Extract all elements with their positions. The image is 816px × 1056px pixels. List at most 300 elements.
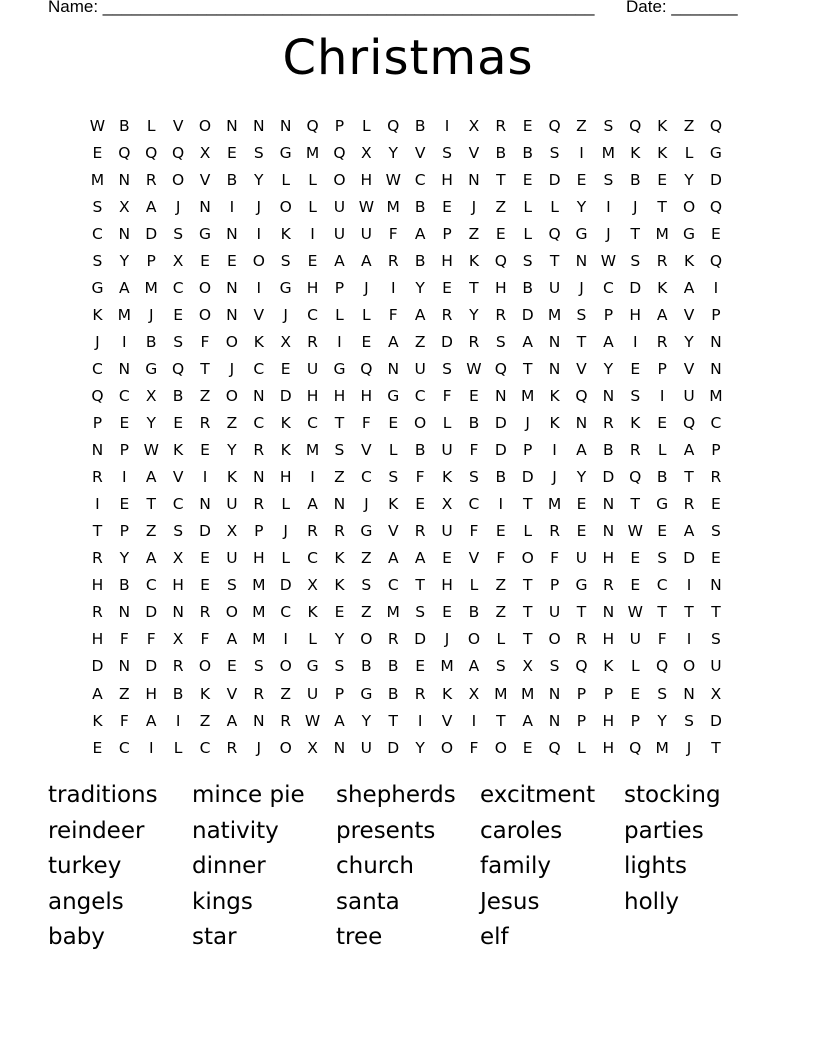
word-list-item: star [192,924,237,951]
grid-letter: N [602,495,615,514]
grid-letter: E [495,224,506,243]
grid-letter: T [146,495,156,514]
grid-letter: C [307,549,318,568]
grid-letter: F [200,332,210,351]
word-list-item: santa [336,888,400,915]
grid-letter: P [576,711,587,730]
grid-letter: F [469,441,479,460]
grid-letter: V [226,684,238,703]
grid-letter: H [91,630,104,649]
grid-letter: G [306,657,319,676]
grid-letter: H [441,251,453,270]
grid-letter: P [334,116,345,135]
grid-letter: A [145,197,157,216]
grid-letter: E [630,359,641,378]
word-list [48,778,768,956]
grid-letter: Z [495,197,507,216]
grid-letter: R [656,332,668,351]
grid-letter: E [657,170,668,189]
grid-letter: Z [361,603,372,622]
grid-letter: Y [576,197,587,216]
grid-letter: A [119,278,130,297]
grid-letter: E [227,251,237,270]
grid-letter: T [469,278,479,297]
grid-letter: E [495,522,506,541]
grid-letter: N [118,170,131,189]
grid-letter: V [683,359,695,378]
grid-letter: Z [361,549,372,568]
grid-letter: G [279,278,292,297]
name-field-label: Name: ____________________________________________________ [48,0,595,16]
grid-letter: K [630,143,641,162]
grid-letter: A [387,332,399,351]
grid-letter: I [148,738,154,757]
grid-letter: J [95,332,100,351]
grid-letter: E [200,549,210,568]
grid-letter: W [627,603,643,622]
grid-letter: D [602,468,615,487]
grid-letter: J [606,224,611,243]
grid-letter: A [307,495,318,514]
grid-letter: G [360,522,373,541]
grid-letter: E [442,603,452,622]
grid-letter: L [577,738,586,757]
word-list-item: traditions [48,782,158,808]
word-list-item: family [480,853,551,880]
grid-letter: Y [415,278,425,297]
grid-letter: E [711,224,721,243]
grid-letter: P [146,251,156,270]
grid-letter: K [549,386,560,405]
grid-letter: B [414,441,426,460]
grid-letter: N [118,224,131,243]
grid-letter: Y [334,630,345,649]
grid-letter: U [360,738,373,757]
grid-letter: X [172,251,184,270]
grid-letter: S [630,251,641,270]
grid-letter: O [279,657,292,676]
grid-letter: N [333,495,346,514]
grid-letter: D [709,170,722,189]
word-list-item: holly [624,888,680,915]
grid-letter: M [655,224,669,243]
grid-letter: A [683,522,695,541]
grid-letter: I [390,278,396,297]
grid-letter: Z [495,603,507,622]
word-list-item: elf [480,924,509,951]
grid-letter: E [119,414,130,433]
grid-letter: Q [494,359,507,378]
grid-letter: J [552,468,557,487]
grid-letter: S [468,468,479,487]
grid-letter: L [308,197,317,216]
grid-letter: S [388,468,399,487]
grid-letter: P [657,359,667,378]
grid-letter: P [254,522,264,541]
grid-letter: I [256,224,262,243]
grid-letter: Y [657,711,667,730]
grid-letter: T [711,603,721,622]
grid-letter: N [548,684,561,703]
grid-letter: Q [548,738,561,757]
grid-letter: O [225,386,238,405]
grid-letter: R [549,522,560,541]
grid-letter: N [118,657,131,676]
grid-letter: R [199,414,211,433]
grid-letter: Z [119,684,130,703]
grid-letter: J [175,197,181,216]
grid-letter: L [523,197,533,216]
grid-letter: U [306,359,319,378]
grid-letter: J [229,359,235,378]
grid-letter: R [495,116,507,135]
grid-letter: F [388,224,398,243]
grid-letter: V [683,305,695,324]
grid-letter: E [200,576,210,595]
grid-letter: X [172,549,184,568]
grid-letter: C [199,738,211,757]
grid-letter: B [495,143,507,162]
grid-letter: M [90,170,105,189]
grid-letter: S [253,657,264,676]
grid-letter: G [709,143,722,162]
grid-letter: L [388,441,398,460]
grid-letter: N [226,305,238,324]
grid-letter: E [173,414,184,433]
grid-letter: Q [709,197,723,216]
grid-letter: J [686,738,692,757]
grid-letter: L [523,224,533,243]
grid-letter: N [226,116,238,135]
grid-letter: H [306,278,319,297]
grid-letter: Q [333,143,346,162]
grid-letter: K [199,684,211,703]
grid-letter: G [145,359,158,378]
grid-letter: E [469,386,479,405]
grid-letter: X [441,495,453,514]
grid-letter: O [279,197,292,216]
grid-letter: W [385,170,401,189]
grid-letter: A [334,711,345,730]
grid-letter: A [468,657,480,676]
grid-letter: M [547,305,562,324]
word-list-item: turkey [48,853,122,880]
grid-letter: S [603,170,614,189]
grid-letter: U [548,278,561,297]
grid-letter: D [494,414,507,433]
grid-letter: V [172,116,184,135]
grid-letter: U [441,522,453,541]
grid-letter: O [172,170,185,189]
grid-letter: J [283,522,288,541]
word-list-item: lights [624,853,687,880]
grid-letter: N [602,522,615,541]
grid-letter: F [388,305,398,324]
grid-letter: N [602,603,615,622]
grid-letter: O [548,630,561,649]
grid-letter: B [414,116,426,135]
grid-letter: L [496,630,506,649]
grid-letter: R [92,468,103,487]
grid-letter: N [252,711,265,730]
grid-letter: N [495,386,507,405]
grid-letter: B [226,170,238,189]
grid-letter: B [629,170,641,189]
grid-letter: N [226,224,238,243]
grid-letter: N [252,386,265,405]
grid-letter: O [279,738,292,757]
grid-letter: H [602,630,615,649]
grid-letter: X [307,738,318,757]
grid-letter: E [388,414,399,433]
grid-letter: U [710,657,722,676]
grid-letter: E [280,359,291,378]
grid-letter: H [441,576,453,595]
grid-letter: M [386,197,400,216]
grid-letter: R [253,495,265,514]
grid-letter: R [145,170,157,189]
grid-letter: I [310,468,315,487]
grid-letter: K [683,251,695,270]
grid-letter: P [576,684,587,703]
grid-letter: Z [334,468,345,487]
grid-letter: B [603,441,614,460]
grid-letter: O [414,414,427,433]
grid-letter: X [199,143,211,162]
grid-letter: T [522,359,533,378]
grid-letter: I [471,711,477,730]
grid-letter: K [657,278,668,297]
grid-letter: X [468,116,480,135]
grid-letter: V [468,143,480,162]
grid-letter: W [304,711,321,730]
grid-letter: V [199,170,211,189]
grid-letter: E [119,495,130,514]
grid-letter: N [710,332,722,351]
grid-letter: M [440,657,454,676]
grid-letter: E [92,738,103,757]
grid-letter: C [602,278,614,297]
grid-letter: R [629,441,641,460]
grid-letter: V [361,441,372,460]
grid-letter: Y [146,414,156,433]
grid-letter: E [173,305,184,324]
grid-letter: E [227,143,237,162]
grid-letter: P [92,414,103,433]
grid-letter: O [225,332,238,351]
grid-letter: S [173,332,184,351]
grid-letter: N [710,359,722,378]
grid-letter: R [387,630,399,649]
grid-letter: U [548,603,561,622]
grid-letter: Q [656,657,669,676]
grid-letter: E [522,170,533,189]
grid-letter: R [387,251,399,270]
grid-letter: Q [172,143,185,162]
grid-letter: I [498,495,504,514]
word-list-item: excitment [480,782,596,808]
grid-letter: Z [199,386,211,405]
grid-letter: W [627,522,643,541]
grid-letter: C [468,495,480,514]
grid-letter: K [173,441,184,460]
grid-letter: E [657,414,668,433]
grid-letter: E [92,143,103,162]
grid-letter: G [333,359,346,378]
grid-letter: N [118,603,131,622]
grid-letter: Q [629,116,642,135]
grid-letter: F [119,630,129,649]
word-list-item: tree [336,924,383,951]
grid-letter: O [198,278,212,297]
grid-letter: I [283,630,288,649]
grid-letter: N [199,197,211,216]
grid-letter: N [199,495,211,514]
grid-letter: S [253,143,264,162]
grid-letter: E [415,495,426,514]
grid-letter: K [92,305,103,324]
grid-letter: L [281,495,290,514]
grid-letter: L [362,305,371,324]
grid-letter: U [575,549,588,568]
grid-letter: V [468,549,480,568]
grid-letter: P [119,522,130,541]
grid-letter: Z [199,711,211,730]
grid-letter: R [468,332,480,351]
grid-letter: Q [306,116,319,135]
grid-letter: L [550,197,559,216]
grid-letter: J [525,414,530,433]
grid-letter: D [145,603,158,622]
grid-letter: O [198,305,212,324]
grid-letter: Z [145,522,157,541]
grid-letter: Q [118,143,131,162]
grid-letter: K [92,711,103,730]
grid-letter: Y [415,738,425,757]
grid-letter: J [471,197,477,216]
grid-letter: X [145,386,157,405]
grid-letter: A [414,224,426,243]
grid-letter: O [682,197,696,216]
grid-letter: I [256,278,262,297]
grid-letter: E [200,441,210,460]
grid-letter: H [91,576,104,595]
grid-letter: S [92,251,103,270]
grid-letter: K [280,224,291,243]
grid-letter: P [630,711,640,730]
grid-letter: H [360,170,373,189]
grid-letter: M [494,684,508,703]
grid-letter: S [361,576,372,595]
grid-letter: P [523,441,533,460]
grid-letter: D [521,305,534,324]
grid-letter: U [306,684,319,703]
grid-letter: M [655,738,669,757]
grid-letter: S [684,711,694,730]
grid-letter: C [92,224,103,243]
grid-letter: C [307,414,318,433]
grid-letter: F [496,549,506,568]
grid-letter: G [683,224,696,243]
grid-letter: H [602,711,615,730]
grid-letter: Q [145,143,158,162]
grid-letter: B [656,468,668,487]
grid-letter: R [656,251,668,270]
grid-letter: P [334,278,345,297]
word-list-item: caroles [480,817,563,844]
grid-letter: J [364,495,369,514]
grid-letter: M [117,305,132,324]
grid-letter: Y [119,549,130,568]
grid-letter: S [334,441,345,460]
grid-letter: Q [548,116,561,135]
grid-letter: S [495,332,506,351]
grid-letter: N [575,414,588,433]
grid-letter: S [173,224,184,243]
grid-letter: Y [119,251,130,270]
grid-letter: L [335,305,344,324]
grid-letter: Q [709,251,723,270]
grid-letter: V [441,711,453,730]
grid-letter: I [444,116,450,135]
grid-letter: E [442,549,452,568]
grid-letter: A [145,549,157,568]
grid-letter: N [548,711,561,730]
word-list-item: parties [624,817,704,844]
grid-letter: G [387,386,400,405]
grid-letter: U [441,441,453,460]
grid-letter: O [494,738,507,757]
grid-letter: R [172,657,184,676]
word-list-item: angels [48,888,124,915]
grid-letter: M [252,630,266,649]
grid-letter: J [256,738,262,757]
grid-letter: E [200,251,210,270]
grid-letter: Y [227,441,237,460]
grid-letter: H [145,684,158,703]
grid-letter: A [361,251,372,270]
grid-letter: J [256,197,262,216]
grid-letter: S [495,657,506,676]
grid-letter: A [92,684,103,703]
grid-letter: S [522,251,533,270]
grid-letter: W [143,441,159,460]
grid-letter: M [547,495,562,514]
grid-letter: B [119,116,130,135]
grid-letter: C [360,468,372,487]
grid-letter: N [548,359,561,378]
grid-letter: N [226,278,238,297]
grid-letter: Y [576,468,587,487]
grid-letter: D [145,224,158,243]
grid-letter: O [198,657,212,676]
grid-letter: G [199,224,212,243]
grid-letter: I [175,711,181,730]
grid-letter: D [629,278,642,297]
grid-letter: S [657,549,668,568]
grid-letter: B [119,576,130,595]
grid-letter: R [92,603,103,622]
grid-letter: E [334,603,345,622]
grid-letter: U [333,224,346,243]
grid-letter: T [334,414,345,433]
grid-letter: L [281,170,290,189]
grid-letter: R [334,522,345,541]
grid-letter: K [603,657,614,676]
grid-letter: I [579,143,584,162]
grid-letter: I [310,224,315,243]
grid-letter: V [387,522,399,541]
